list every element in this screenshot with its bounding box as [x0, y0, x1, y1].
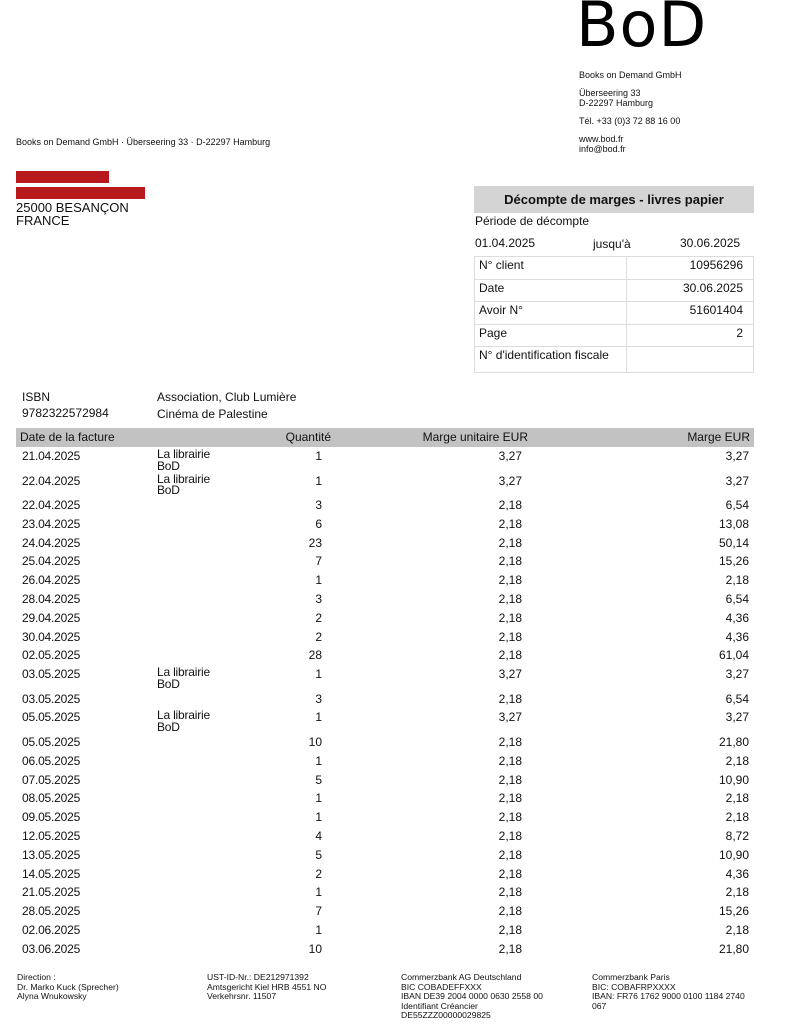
info-value: 10956296 — [627, 257, 754, 280]
redacted-recipient-street — [16, 187, 145, 199]
cell-date: 07.05.2025 — [22, 772, 81, 787]
cell-margin: 61,04 — [718, 648, 749, 663]
info-row-credit-note — [475, 302, 754, 325]
isbn-value: 9782322572984 — [22, 406, 109, 420]
cell-date: 28.05.2025 — [22, 904, 81, 919]
table-row — [16, 516, 754, 535]
info-label: N° d'identification fiscale — [475, 347, 627, 373]
cell-unit-margin: 2,18 — [498, 772, 522, 787]
book-title: Cinéma de Palestine — [157, 407, 268, 421]
cell-quantity: 28 — [308, 648, 322, 663]
bookshop-line-2: BoD — [157, 458, 180, 473]
table-row — [16, 709, 754, 734]
cell-date: 22.04.2025 — [22, 473, 81, 488]
cell-margin: 50,14 — [718, 535, 749, 550]
header-margin: Marge EUR — [687, 430, 750, 444]
cell-date: 03.05.2025 — [22, 691, 81, 706]
cell-unit-margin: 2,18 — [498, 734, 522, 749]
cell-unit-margin: 3,27 — [498, 449, 522, 463]
company-city: D-22297 Hamburg — [579, 98, 654, 108]
cell-unit-margin: 3,27 — [498, 473, 522, 488]
cell-margin: 21,80 — [718, 941, 749, 956]
cell-unit-margin: 2,18 — [498, 648, 522, 663]
footer-line: Commerzbank Paris — [592, 972, 670, 982]
cell-bookshop — [157, 449, 210, 472]
cell-unit-margin: 2,18 — [498, 885, 522, 900]
cell-quantity: 1 — [315, 573, 322, 588]
cell-date: 21.05.2025 — [22, 885, 81, 900]
cell-unit-margin: 2,18 — [498, 516, 522, 531]
table-row — [16, 790, 754, 809]
period-separator: jusqu'à — [593, 237, 631, 251]
cell-unit-margin: 2,18 — [498, 535, 522, 550]
cell-quantity: 1 — [315, 753, 322, 768]
bookshop-line-2: BoD — [157, 719, 180, 734]
cell-unit-margin: 2,18 — [498, 610, 522, 625]
cell-margin: 10,90 — [718, 847, 749, 862]
info-row-client — [475, 257, 754, 280]
bookshop-line-2: BoD — [157, 676, 180, 691]
table-row — [16, 572, 754, 591]
table-row — [16, 772, 754, 791]
cell-quantity: 2 — [315, 629, 322, 644]
cell-margin: 3,27 — [725, 449, 749, 463]
cell-unit-margin: 3,27 — [498, 710, 522, 725]
cell-date: 29.04.2025 — [22, 610, 81, 625]
cell-margin: 13,08 — [718, 516, 749, 531]
company-name: Books on Demand GmbH — [579, 70, 682, 80]
cell-quantity: 1 — [315, 667, 322, 682]
cell-quantity: 3 — [315, 498, 322, 512]
cell-bookshop — [157, 710, 210, 733]
cell-quantity: 1 — [315, 710, 322, 725]
cell-margin: 2,18 — [725, 753, 749, 768]
cell-quantity: 10 — [308, 734, 322, 749]
cell-margin: 6,54 — [725, 498, 749, 512]
bookshop-line-1: La librairie — [157, 471, 210, 486]
cell-unit-margin: 2,18 — [498, 810, 522, 825]
table-row — [16, 847, 754, 866]
cell-unit-margin: 2,18 — [498, 591, 522, 606]
cell-unit-margin: 2,18 — [498, 904, 522, 919]
cell-quantity: 1 — [315, 449, 322, 463]
cell-quantity: 1 — [315, 885, 322, 900]
period-label: Période de décompte — [475, 214, 590, 228]
footer-line: BIC COBADEFFXXX — [401, 981, 482, 992]
sender-line: Books on Demand GmbH · Überseering 33 · D-22297 Hamburg — [16, 137, 271, 147]
company-email[interactable]: info@bod.fr — [579, 144, 626, 154]
cell-unit-margin: 2,18 — [498, 498, 522, 512]
cell-unit-margin: 2,18 — [498, 753, 522, 768]
cell-date: 03.06.2025 — [22, 941, 81, 956]
cell-quantity: 4 — [315, 828, 322, 843]
cell-date: 26.04.2025 — [22, 573, 81, 588]
cell-margin: 10,90 — [718, 772, 749, 787]
info-row-date — [475, 279, 754, 302]
company-phone: Tél. +33 (0)3 72 88 16 00 — [579, 116, 681, 126]
cell-margin: 2,18 — [725, 573, 749, 588]
cell-date: 02.05.2025 — [22, 648, 81, 663]
footer-line: 067 — [592, 1000, 607, 1011]
cell-margin: 4,36 — [725, 610, 749, 625]
cell-quantity: 5 — [315, 772, 322, 787]
bookshop-line-2: BoD — [157, 483, 180, 497]
table-row — [16, 734, 754, 753]
table-row — [16, 666, 754, 691]
table-row — [16, 753, 754, 772]
cell-date: 23.04.2025 — [22, 516, 81, 531]
bod-logo: BoD — [576, 0, 708, 61]
period-from: 01.04.2025 — [475, 236, 536, 250]
header-quantity: Quantité — [285, 430, 331, 444]
cell-unit-margin: 2,18 — [498, 554, 522, 569]
bookshop-line-1: La librairie — [157, 447, 210, 461]
table-row — [16, 473, 754, 498]
table-row — [16, 922, 754, 941]
table-row — [16, 884, 754, 903]
cell-quantity: 1 — [315, 791, 322, 806]
statement-title: Décompte de marges - livres papier — [474, 186, 754, 213]
footer-registry — [207, 973, 326, 1002]
cell-date: 06.05.2025 — [22, 753, 81, 768]
table-row — [16, 809, 754, 828]
info-label: N° client — [475, 257, 627, 280]
recipient-country: FRANCE — [16, 213, 70, 228]
table-row — [16, 610, 754, 629]
cell-quantity: 7 — [315, 554, 322, 569]
cell-date: 22.04.2025 — [22, 498, 81, 512]
table-row — [16, 591, 754, 610]
cell-unit-margin: 2,18 — [498, 847, 522, 862]
recipient-address — [16, 201, 129, 227]
footer-line: Amtsgericht Kiel HRB 4551 NO — [207, 981, 327, 992]
cell-date: 03.05.2025 — [22, 667, 81, 682]
cell-bookshop — [157, 471, 210, 497]
table-row — [16, 535, 754, 554]
cell-date: 24.04.2025 — [22, 535, 81, 550]
cell-date: 13.05.2025 — [22, 847, 81, 862]
info-row-tax-id — [475, 347, 754, 373]
cell-unit-margin: 2,18 — [498, 629, 522, 644]
footer-line: IBAN: FR76 1762 9000 0100 1184 2740 — [592, 991, 745, 1002]
table-row — [16, 903, 754, 922]
cell-date: 14.05.2025 — [22, 866, 81, 881]
cell-date: 30.04.2025 — [22, 629, 81, 644]
company-web[interactable]: www.bod.fr — [579, 134, 624, 144]
table-row — [16, 941, 754, 960]
header-date: Date de la facture — [20, 430, 115, 444]
company-address-block — [579, 70, 682, 154]
cell-margin: 3,27 — [725, 710, 749, 725]
info-value — [627, 347, 754, 373]
cell-quantity: 23 — [308, 535, 322, 550]
cell-margin: 15,26 — [718, 904, 749, 919]
table-row — [16, 866, 754, 885]
cell-margin: 6,54 — [725, 591, 749, 606]
table-row — [16, 553, 754, 572]
cell-margin: 2,18 — [725, 922, 749, 937]
cell-unit-margin: 2,18 — [498, 941, 522, 956]
cell-unit-margin: 2,18 — [498, 828, 522, 843]
cell-unit-margin: 3,27 — [498, 667, 522, 682]
bookshop-line-1: La librairie — [157, 708, 210, 723]
cell-date: 08.05.2025 — [22, 791, 81, 806]
company-street: Überseering 33 — [579, 88, 641, 98]
margins-table-body — [16, 448, 754, 960]
cell-margin: 4,36 — [725, 629, 749, 644]
info-value: 51601404 — [627, 302, 754, 325]
footer-line: UST-ID-Nr.: DE212971392 — [207, 972, 309, 982]
table-row — [16, 629, 754, 648]
footer-line: Direction : — [17, 972, 56, 982]
cell-unit-margin: 2,18 — [498, 866, 522, 881]
footer-direction — [17, 973, 119, 1002]
recipient-city: 25000 BESANÇON — [16, 200, 129, 215]
cell-date: 05.05.2025 — [22, 710, 81, 725]
cell-quantity: 1 — [315, 810, 322, 825]
footer-line: Dr. Marko Kuck (Sprecher) — [17, 981, 119, 992]
table-row — [16, 448, 754, 473]
footer-bank-de — [401, 973, 543, 1021]
cell-quantity: 10 — [308, 941, 322, 956]
footer-line: Commerzbank AG Deutschland — [401, 972, 522, 982]
isbn-label: ISBN — [22, 390, 51, 404]
cell-quantity: 7 — [315, 904, 322, 919]
footer-line: IBAN DE39 2004 0000 0630 2558 00 — [401, 991, 543, 1002]
table-row — [16, 647, 754, 666]
cell-quantity: 6 — [315, 516, 322, 531]
cell-date: 21.04.2025 — [22, 449, 81, 463]
info-value: 30.06.2025 — [627, 279, 754, 302]
footer-line: Identifiant Créancier — [401, 1000, 478, 1011]
bookshop-line-1: La librairie — [157, 665, 210, 680]
footer-line: Alyna Wnukowsky — [17, 991, 87, 1002]
cell-margin: 3,27 — [725, 667, 749, 682]
cell-date: 25.04.2025 — [22, 554, 81, 569]
redacted-recipient-name — [16, 171, 109, 183]
cell-unit-margin: 2,18 — [498, 691, 522, 706]
info-value: 2 — [627, 324, 754, 347]
cell-margin: 6,54 — [725, 691, 749, 706]
cell-unit-margin: 2,18 — [498, 791, 522, 806]
footer-line: BIC: COBAFRPXXXX — [592, 981, 676, 992]
cell-margin: 2,18 — [725, 810, 749, 825]
cell-unit-margin: 2,18 — [498, 573, 522, 588]
header-unit-margin: Marge unitaire EUR — [422, 430, 528, 444]
footer-line: Verkehrsnr. 11507 — [207, 991, 277, 1002]
table-row — [16, 691, 754, 710]
cell-unit-margin: 2,18 — [498, 922, 522, 937]
footer-line: DE55ZZZ00000029825 — [401, 1010, 491, 1021]
cell-margin: 21,80 — [718, 734, 749, 749]
info-label: Page — [475, 324, 627, 347]
cell-margin: 2,18 — [725, 885, 749, 900]
cell-quantity: 3 — [315, 591, 322, 606]
info-row-page — [475, 324, 754, 347]
info-label: Avoir N° — [475, 302, 627, 325]
cell-quantity: 1 — [315, 473, 322, 488]
table-row — [16, 828, 754, 847]
cell-margin: 3,27 — [725, 473, 749, 488]
cell-quantity: 5 — [315, 847, 322, 862]
statement-info-table — [474, 256, 754, 373]
cell-margin: 8,72 — [725, 828, 749, 843]
cell-date: 02.06.2025 — [22, 922, 81, 937]
info-label: Date — [475, 279, 627, 302]
cell-date: 28.04.2025 — [22, 591, 81, 606]
cell-margin: 4,36 — [725, 866, 749, 881]
book-author: Association, Club Lumière — [157, 390, 297, 404]
cell-margin: 2,18 — [725, 791, 749, 806]
cell-date: 09.05.2025 — [22, 810, 81, 825]
margins-table-header — [16, 428, 754, 447]
period-to: 30.06.2025 — [680, 236, 741, 250]
cell-quantity: 2 — [315, 866, 322, 881]
cell-quantity: 1 — [315, 922, 322, 937]
cell-date: 12.05.2025 — [22, 828, 81, 843]
footer-bank-fr — [592, 973, 745, 1011]
cell-bookshop — [157, 667, 210, 690]
table-row — [16, 497, 754, 516]
cell-date: 05.05.2025 — [22, 734, 81, 749]
cell-quantity: 2 — [315, 610, 322, 625]
cell-margin: 15,26 — [718, 554, 749, 569]
cell-quantity: 3 — [315, 691, 322, 706]
